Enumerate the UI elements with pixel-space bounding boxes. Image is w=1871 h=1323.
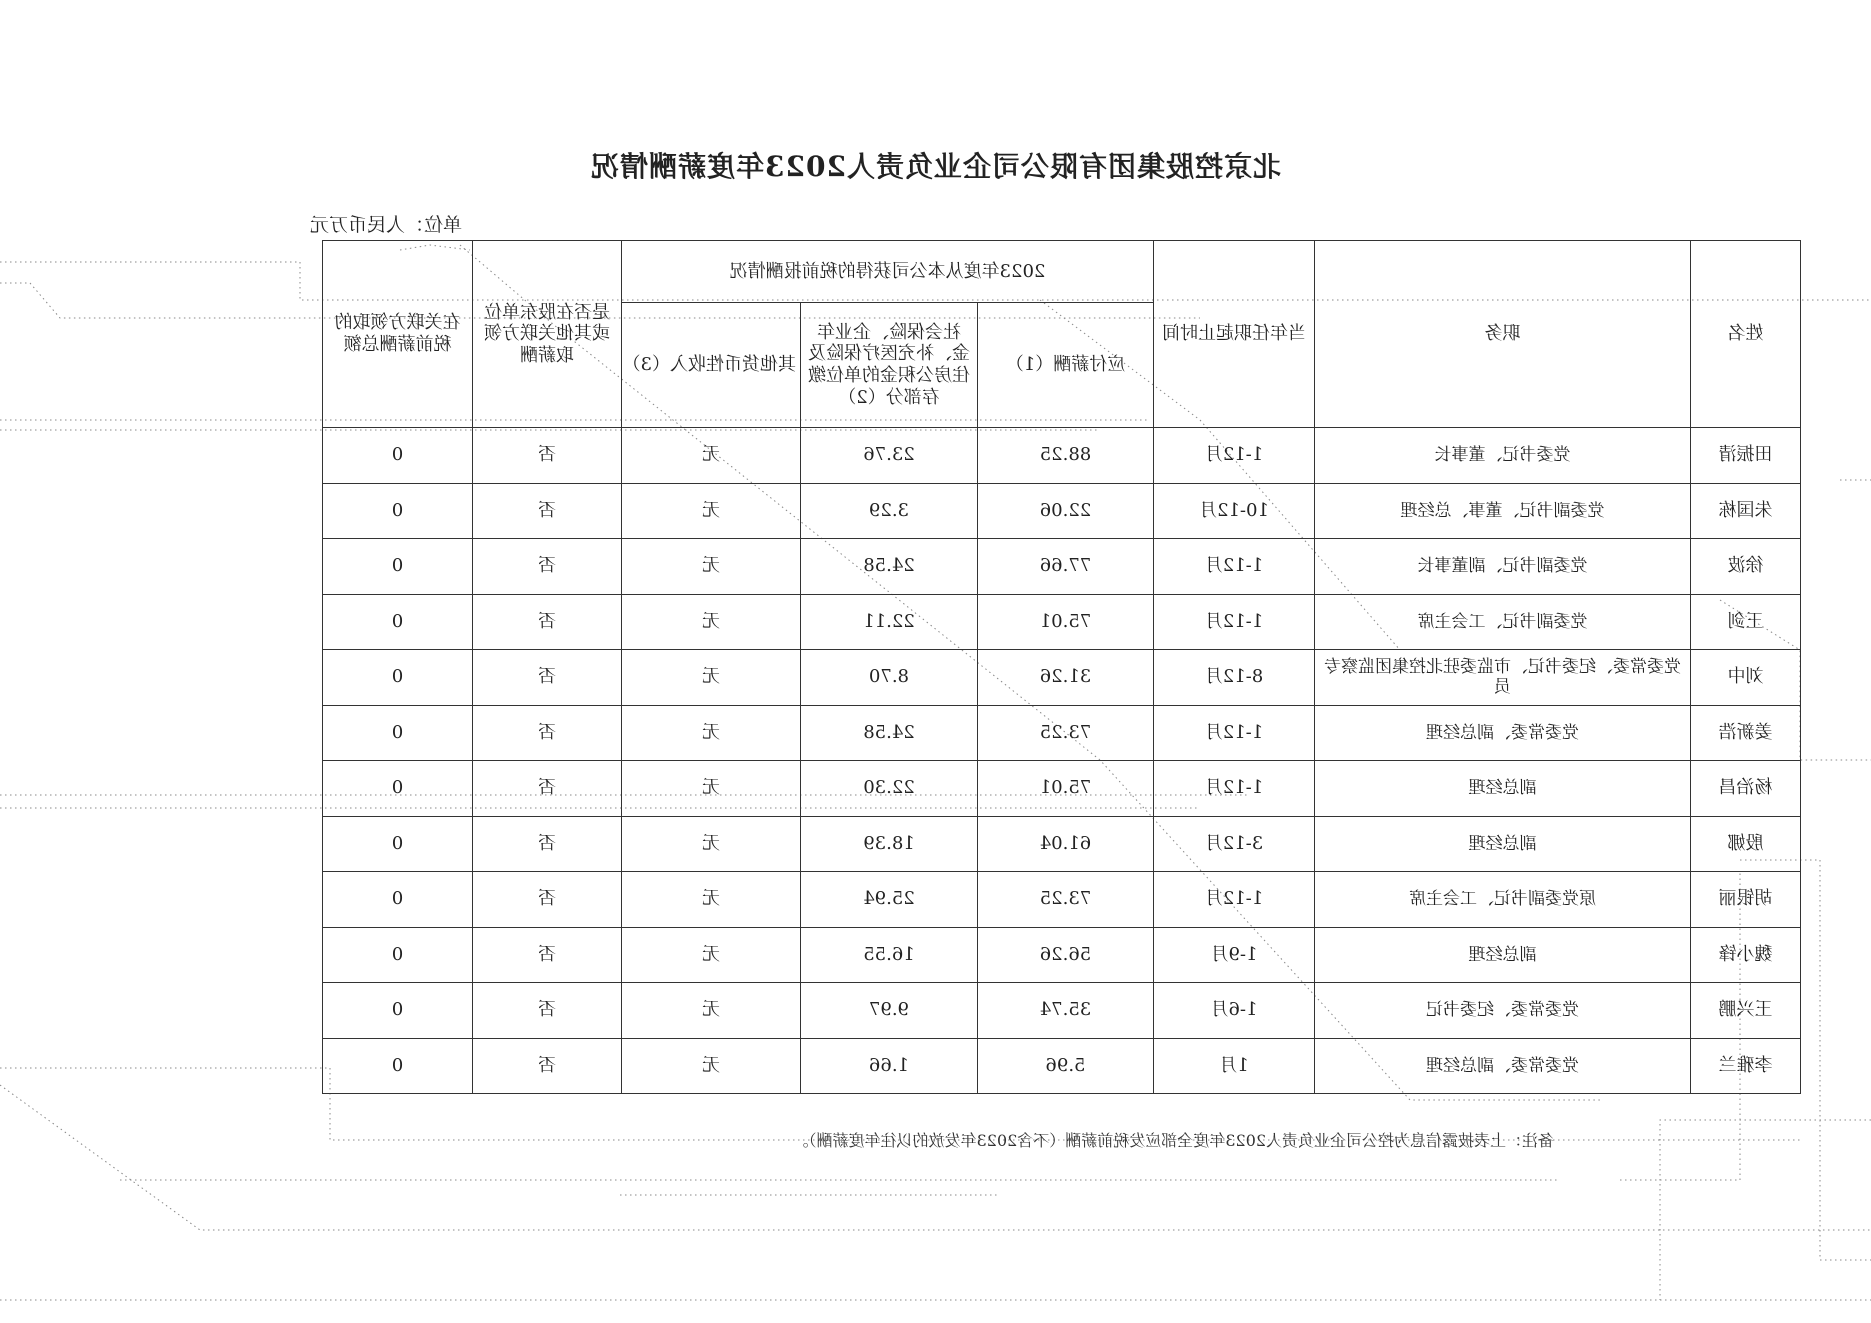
cell-position: 党委副书记、副董事长 — [1315, 539, 1691, 595]
cell-other: 无 — [621, 650, 800, 706]
cell-term: 1-9月 — [1154, 927, 1315, 983]
cell-related-total: 0 — [322, 1038, 472, 1094]
cell-payable: 73.25 — [978, 872, 1154, 928]
cell-insurance: 23.76 — [801, 428, 978, 484]
table-row — [322, 983, 1800, 1039]
cell-other: 无 — [621, 483, 800, 539]
cell-position: 原党委副书记、工会主席 — [1315, 872, 1691, 928]
cell-other: 无 — [621, 1038, 800, 1094]
cell-insurance: 3.29 — [801, 483, 978, 539]
cell-related: 否 — [472, 872, 621, 928]
cell-position: 党委常委、副总经理 — [1315, 1038, 1691, 1094]
cell-name: 李雅兰 — [1691, 1038, 1801, 1094]
table-row — [322, 927, 1800, 983]
cell-insurance: 8.70 — [801, 650, 978, 706]
unit-label: 单位：人民币万元 — [309, 214, 462, 236]
cell-insurance: 22.30 — [801, 761, 978, 817]
cell-other: 无 — [621, 539, 800, 595]
compensation-table — [322, 240, 1801, 1094]
cell-related: 否 — [472, 650, 621, 706]
cell-term: 1-12月 — [1154, 428, 1315, 484]
cell-insurance: 22.11 — [801, 594, 978, 650]
cell-related: 否 — [472, 594, 621, 650]
cell-other: 无 — [621, 705, 800, 761]
cell-related: 否 — [472, 816, 621, 872]
cell-related: 否 — [472, 539, 621, 595]
cell-term: 1-6月 — [1154, 983, 1315, 1039]
cell-other: 无 — [621, 428, 800, 484]
cell-term: 1-12月 — [1154, 872, 1315, 928]
cell-related-total: 0 — [322, 594, 472, 650]
cell-related-total: 0 — [322, 983, 472, 1039]
cell-position: 副总经理 — [1315, 927, 1691, 983]
table-row — [322, 705, 1800, 761]
cell-name: 姜新浩 — [1691, 705, 1801, 761]
cell-name: 徐波 — [1691, 539, 1801, 595]
cell-payable: 77.66 — [978, 539, 1154, 595]
cell-related-total: 0 — [322, 650, 472, 706]
cell-related-total: 0 — [322, 705, 472, 761]
cell-payable: 61.04 — [978, 816, 1154, 872]
cell-related-total: 0 — [322, 872, 472, 928]
col-header-related: 是否在股东单位或其他关联方领取薪酬 — [472, 241, 621, 428]
cell-payable: 88.25 — [978, 428, 1154, 484]
table-row — [322, 1038, 1800, 1094]
cell-insurance: 1.66 — [801, 1038, 978, 1094]
col-header-payable: 应付薪酬（1） — [978, 303, 1154, 428]
cell-name: 杨治昌 — [1691, 761, 1801, 817]
cell-related: 否 — [472, 761, 621, 817]
table-row — [322, 872, 1800, 928]
cell-payable: 22.06 — [978, 483, 1154, 539]
col-header-position: 职务 — [1315, 241, 1691, 428]
cell-related: 否 — [472, 428, 621, 484]
table-row — [322, 816, 1800, 872]
col-header-related-total: 在关联方领取的税前薪酬总额 — [322, 241, 472, 428]
cell-related-total: 0 — [322, 761, 472, 817]
cell-other: 无 — [621, 816, 800, 872]
cell-name: 朱国栋 — [1691, 483, 1801, 539]
cell-position: 党委常委、副总经理 — [1315, 705, 1691, 761]
table-row — [322, 650, 1800, 706]
cell-payable: 73.25 — [978, 705, 1154, 761]
cell-other: 无 — [621, 594, 800, 650]
cell-payable: 75.01 — [978, 594, 1154, 650]
table-row — [322, 483, 1800, 539]
cell-term: 1月 — [1154, 1038, 1315, 1094]
cell-insurance: 16.55 — [801, 927, 978, 983]
cell-related: 否 — [472, 1038, 621, 1094]
cell-term: 1-12月 — [1154, 539, 1315, 595]
cell-term: 3-12月 — [1154, 816, 1315, 872]
col-header-name: 姓名 — [1691, 241, 1801, 428]
cell-insurance: 24.58 — [801, 539, 978, 595]
cell-related-total: 0 — [322, 539, 472, 595]
cell-related-total: 0 — [322, 927, 472, 983]
cell-position: 党委副书记、工会主席 — [1315, 594, 1691, 650]
cell-related: 否 — [472, 483, 621, 539]
cell-term: 1-12月 — [1154, 705, 1315, 761]
cell-term: 1-12月 — [1154, 761, 1315, 817]
cell-name: 田振清 — [1691, 428, 1801, 484]
cell-other: 无 — [621, 927, 800, 983]
cell-position: 党委常委、纪委书记、市监委驻北控集团监察专员 — [1315, 650, 1691, 706]
cell-name: 刘中 — [1691, 650, 1801, 706]
header-row — [322, 241, 1800, 303]
cell-name: 魏小锋 — [1691, 927, 1801, 983]
cell-other: 无 — [621, 872, 800, 928]
cell-payable: 56.26 — [978, 927, 1154, 983]
cell-name: 殷娜 — [1691, 816, 1801, 872]
cell-payable: 31.26 — [978, 650, 1154, 706]
cell-related: 否 — [472, 927, 621, 983]
cell-term: 8-12月 — [1154, 650, 1315, 706]
col-header-group: 2023年度从本公司获得的税前报酬情况 — [621, 241, 1153, 303]
table-row — [322, 428, 1800, 484]
cell-position: 党委常委、纪委书记 — [1315, 983, 1691, 1039]
cell-insurance: 9.97 — [801, 983, 978, 1039]
col-header-insurance: 社会保险、企业年金、补充医疗保险及住房公积金的单位缴存部分（2） — [801, 303, 978, 428]
col-header-term: 当年任职起止时间 — [1154, 241, 1315, 428]
cell-position: 副总经理 — [1315, 816, 1691, 872]
cell-name: 胡银丽 — [1691, 872, 1801, 928]
cell-insurance: 18.39 — [801, 816, 978, 872]
table-row — [322, 594, 1800, 650]
page-title: 北京控股集团有限公司企业负责人2023年度薪酬情况 — [590, 150, 1281, 183]
cell-name: 王剑 — [1691, 594, 1801, 650]
cell-other: 无 — [621, 761, 800, 817]
cell-payable: 75.01 — [978, 761, 1154, 817]
cell-position: 党委书记、董事长 — [1315, 428, 1691, 484]
cell-payable: 35.74 — [978, 983, 1154, 1039]
footnote: 备注：上表披露信息为控公司企业负责人2023年度全部应发税前薪酬（不含2023年发放的以往年度薪酬）。 — [792, 1131, 1554, 1150]
cell-related: 否 — [472, 983, 621, 1039]
cell-insurance: 24.58 — [801, 705, 978, 761]
cell-term: 10-12月 — [1154, 483, 1315, 539]
cell-related-total: 0 — [322, 483, 472, 539]
cell-position: 副总经理 — [1315, 761, 1691, 817]
table-row — [322, 761, 1800, 817]
table-body — [322, 428, 1800, 1094]
cell-name: 王兴鹏 — [1691, 983, 1801, 1039]
cell-position: 党委副书记、董事、总经理 — [1315, 483, 1691, 539]
cell-related: 否 — [472, 705, 621, 761]
cell-other: 无 — [621, 983, 800, 1039]
col-header-other: 其他货币性收入（3） — [621, 303, 800, 428]
cell-related-total: 0 — [322, 816, 472, 872]
cell-term: 1-12月 — [1154, 594, 1315, 650]
table-row — [322, 539, 1800, 595]
cell-related-total: 0 — [322, 428, 472, 484]
cell-payable: 5.96 — [978, 1038, 1154, 1094]
cell-insurance: 25.94 — [801, 872, 978, 928]
